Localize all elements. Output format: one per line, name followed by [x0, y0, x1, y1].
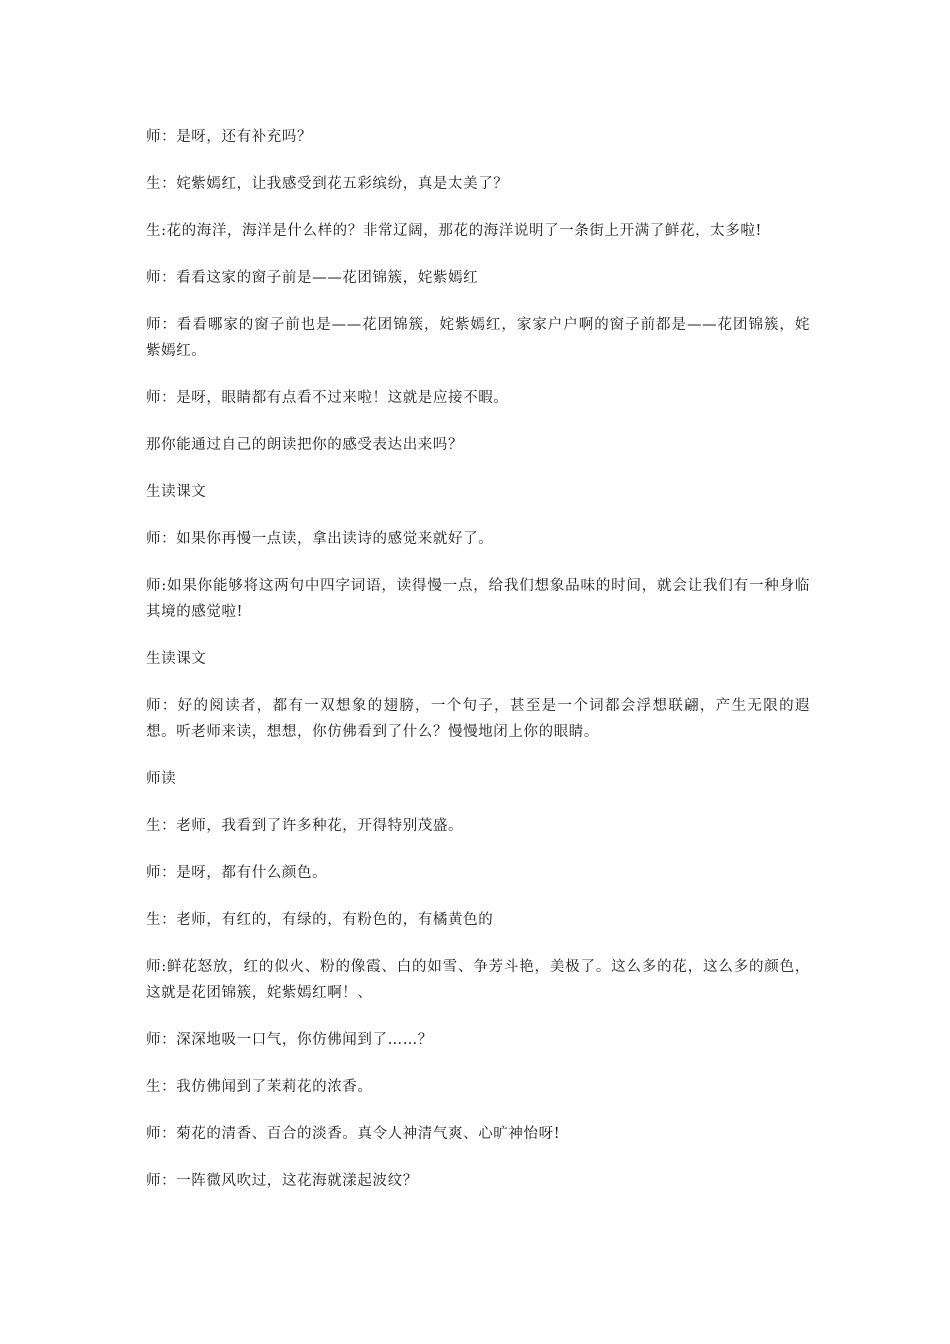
paragraph: 生读课文: [146, 651, 207, 667]
paragraph: 生:花的海洋，海洋是什么样的？非常辽阔，那花的海洋说明了一条街上开满了鲜花，太多啦!: [146, 223, 762, 239]
paragraph: 生：我仿佛闻到了茉莉花的浓香。: [146, 1079, 373, 1095]
paragraph: 师：是呀，眼睛都有点看不过来啦！这就是应接不暇。: [146, 390, 509, 406]
paragraph: 生：老师，有红的，有绿的，有粉色的，有橘黄色的: [146, 912, 494, 928]
paragraph: 师：看看这家的窗子前是——花团锦簇，姹紫嫣红: [146, 270, 479, 286]
paragraph: 生读课文: [146, 484, 207, 500]
document-body: [146, 124, 810, 1215]
paragraph: 师:如果你能够将这两句中四字词语，读得慢一点，给我们想象品味的时间，就会让我们有一种身临其境的感觉啦!: [146, 578, 810, 620]
paragraph: 师：好的阅读者，都有一双想象的翅膀，一个句子，甚至是一个词都会浮想联翩，产生无限的遐想。听老师来读，想想，你仿佛看到了什么？慢慢地闭上你的眼睛。: [146, 698, 810, 740]
paragraph: 师：一阵微风吹过，这花海就漾起波纹？: [146, 1173, 418, 1189]
paragraph: 师：是呀，还有补充吗？: [146, 129, 313, 145]
paragraph: 生：老师，我看到了许多种花，开得特别茂盛。: [146, 818, 464, 834]
paragraph: 生：姹紫嫣红，让我感受到花五彩缤纷，真是太美了？: [146, 176, 509, 192]
paragraph: 那你能通过自己的朗读把你的感受表达出来吗？: [146, 437, 464, 453]
paragraph: 师：看看哪家的窗子前也是——花团锦簇，姹紫嫣红，家家户户啊的窗子前都是——花团锦簇，姹紫嫣红。: [146, 317, 810, 359]
paragraph: 师：如果你再慢一点读，拿出读诗的感觉来就好了。: [146, 531, 494, 547]
paragraph: 师:鲜花怒放，红的似火、粉的像霞、白的如雪、争芳斗艳，美极了。这么多的花，这么多的颜色，这就是花团锦簇，姹紫嫣红啊！、: [146, 959, 810, 1001]
paragraph: 师：深深地吸一口气，你仿佛闻到了……？: [146, 1032, 433, 1048]
paragraph: 师：菊花的清香、百合的淡香。真令人神清气爽、心旷神怡呀!: [146, 1126, 561, 1142]
paragraph: 师：是呀，都有什么颜色。: [146, 865, 328, 881]
paragraph: 师读: [146, 771, 177, 787]
